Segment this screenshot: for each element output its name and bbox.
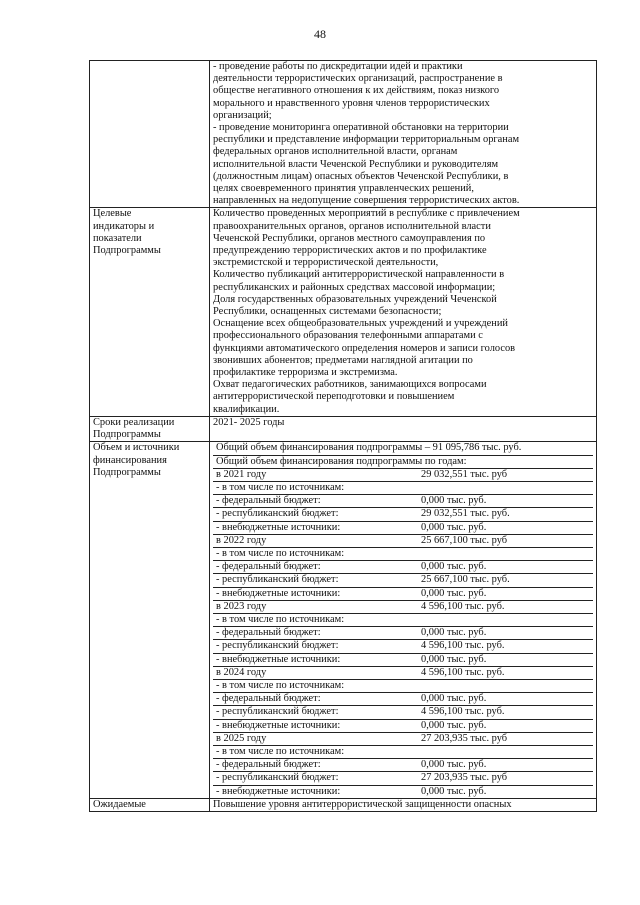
text-line: квалификации. bbox=[213, 403, 280, 415]
financing-entry-label: - республиканский бюджет: bbox=[213, 574, 421, 587]
financing-entry-label: - внебюджетные источники: bbox=[213, 587, 421, 600]
financing-entry-label: в 2024 году bbox=[213, 666, 421, 679]
financing-entries bbox=[213, 468, 593, 798]
financing-entry-amount bbox=[421, 547, 593, 560]
financing-entry-label: - республиканский бюджет: bbox=[213, 508, 421, 521]
terms-value: 2021- 2025 годы bbox=[210, 416, 597, 441]
financing-entry-row bbox=[213, 534, 593, 547]
financing-entry-label: - федеральный бюджет: bbox=[213, 627, 421, 640]
financing-entry-label: - внебюджетные источники: bbox=[213, 521, 421, 534]
financing-entry-label: - республиканский бюджет: bbox=[213, 772, 421, 785]
terms-label bbox=[90, 416, 210, 441]
financing-entry-amount: 27 203,935 тыс. руб bbox=[421, 732, 593, 745]
financing-entry-row bbox=[213, 495, 593, 508]
label-cell-empty bbox=[90, 61, 210, 208]
financing-entry-row bbox=[213, 521, 593, 534]
text-line: исполнительной власти Чеченской Республики и руководителям bbox=[213, 158, 499, 170]
text-line: деятельности террористических организаций, распространение в bbox=[213, 73, 503, 85]
financing-entry-row bbox=[213, 785, 593, 798]
financing-entry-row bbox=[213, 759, 593, 772]
financing-entry-amount: 0,000 тыс. руб. bbox=[421, 653, 593, 666]
financing-entry-amount: 4 596,100 тыс. руб. bbox=[421, 600, 593, 613]
text-line: (должностным лицам) опасных объектов Чеченской Республики, в bbox=[213, 170, 509, 182]
label-line: Подпрограммы bbox=[93, 429, 161, 441]
financing-entry-amount: 0,000 тыс. руб. bbox=[421, 587, 593, 600]
text-line: экстремистской и террористической деятельности, bbox=[213, 257, 439, 269]
financing-entry-row bbox=[213, 613, 593, 626]
financing-entry-amount: 0,000 тыс. руб. bbox=[421, 561, 593, 574]
row-financing bbox=[90, 442, 597, 798]
financing-entry-label: - внебюджетные источники: bbox=[213, 719, 421, 732]
text-line: профилактике терроризма и экстремизма. bbox=[213, 367, 398, 379]
financing-entry-row bbox=[213, 468, 593, 481]
text-line: организаций; bbox=[213, 109, 272, 121]
financing-entry-amount: 4 596,100 тыс. руб. bbox=[421, 706, 593, 719]
financing-entry-label: в 2023 году bbox=[213, 600, 421, 613]
financing-entry-amount: 0,000 тыс. руб. bbox=[421, 627, 593, 640]
financing-entry-row bbox=[213, 600, 593, 613]
financing-entry-amount: 0,000 тыс. руб. bbox=[421, 495, 593, 508]
financing-entry-row bbox=[213, 679, 593, 692]
financing-entry-amount: 0,000 тыс. руб. bbox=[421, 759, 593, 772]
financing-details bbox=[210, 442, 597, 798]
expected-value: Повышение уровня антитеррористической защищенности опасных bbox=[210, 798, 597, 811]
financing-entry-label: в 2021 году bbox=[213, 468, 421, 481]
financing-entry-label: - в том числе по источникам: bbox=[213, 745, 421, 758]
text-line: обществе негативного отношения к их действиям, показ низкого bbox=[213, 85, 500, 97]
financing-entry-label: в 2025 году bbox=[213, 732, 421, 745]
row-measures bbox=[90, 61, 597, 208]
financing-entry-row bbox=[213, 640, 593, 653]
financing-entry-amount: 4 596,100 тыс. руб. bbox=[421, 666, 593, 679]
financing-by-years-title: Общий объем финансирования подпрограммы по годам: bbox=[213, 455, 593, 468]
financing-entry-row bbox=[213, 732, 593, 745]
financing-entry-amount bbox=[421, 481, 593, 494]
financing-entry-label: - внебюджетные источники: bbox=[213, 653, 421, 666]
financing-entry-row bbox=[213, 706, 593, 719]
text-line: Чеченской Республики, органов местного самоуправления по bbox=[213, 232, 486, 244]
financing-entry-amount: 0,000 тыс. руб. bbox=[421, 719, 593, 732]
financing-entry-amount: 0,000 тыс. руб. bbox=[421, 693, 593, 706]
measures-text bbox=[210, 61, 597, 208]
label-line: индикаторы и bbox=[93, 220, 155, 232]
financing-entry-row bbox=[213, 561, 593, 574]
label-line: показатели bbox=[93, 232, 142, 244]
text-line: - проведение мониторинга оперативной обстановки на территории bbox=[213, 122, 509, 134]
financing-entry-row bbox=[213, 719, 593, 732]
financing-entry-label: - федеральный бюджет: bbox=[213, 561, 421, 574]
text-line: целях своевременного принятия управленческих решений, bbox=[213, 183, 474, 195]
financing-entry-amount: 0,000 тыс. руб. bbox=[421, 521, 593, 534]
text-line: правоохранительных органов, органов исполнительной власти bbox=[213, 220, 491, 232]
text-line: функциями автоматического определения номеров и записи голосов bbox=[213, 342, 516, 354]
label-line: Целевые bbox=[93, 208, 132, 220]
label-line: Подпрограммы bbox=[93, 466, 161, 478]
financing-entry-label: - федеральный бюджет: bbox=[213, 759, 421, 772]
financing-entry-label: - республиканский бюджет: bbox=[213, 706, 421, 719]
financing-total: Общий объем финансирования подпрограммы – 91 095,786 тыс. руб. bbox=[216, 442, 522, 454]
financing-entry-label: - федеральный бюджет: bbox=[213, 495, 421, 508]
text-line: направленных на недопущение совершения террористических актов. bbox=[213, 195, 520, 207]
text-line: республиканских и районных средствах массовой информации; bbox=[213, 281, 496, 293]
row-expected bbox=[90, 798, 597, 811]
financing-entry-amount bbox=[421, 679, 593, 692]
financing-entry-row bbox=[213, 653, 593, 666]
financing-entry-label: - в том числе по источникам: bbox=[213, 547, 421, 560]
row-indicators bbox=[90, 208, 597, 416]
financing-entry-label: - федеральный бюджет: bbox=[213, 693, 421, 706]
financing-entry-amount: 25 667,100 тыс. руб bbox=[421, 534, 593, 547]
financing-entry-amount: 29 032,551 тыс. руб. bbox=[421, 508, 593, 521]
financing-entry-amount: 4 596,100 тыс. руб. bbox=[421, 640, 593, 653]
financing-entry-label: - в том числе по источникам: bbox=[213, 613, 421, 626]
expected-label: Ожидаемые bbox=[90, 798, 210, 811]
financing-entry-amount bbox=[421, 745, 593, 758]
text-line: морального и нравственного уровня членов террористических bbox=[213, 97, 490, 109]
text-line: профессионального образования телефонными аппаратами с bbox=[213, 330, 483, 342]
label-line: Подпрограммы bbox=[93, 245, 161, 257]
financing-entry-row bbox=[213, 481, 593, 494]
financing-entry-row bbox=[213, 547, 593, 560]
financing-entry-row bbox=[213, 693, 593, 706]
financing-entry-label: в 2022 году bbox=[213, 534, 421, 547]
text-line: Доля государственных образовательных учреждений Чеченской bbox=[213, 293, 497, 305]
text-line: антитеррористической переподготовки и повышением bbox=[213, 391, 455, 403]
financing-table bbox=[213, 442, 593, 797]
text-line: Охват педагогических работников, занимающихся вопросами bbox=[213, 379, 487, 391]
financing-entry-amount: 29 032,551 тыс. руб bbox=[421, 468, 593, 481]
text-line: предупреждению террористических актов и по профилактике bbox=[213, 245, 487, 257]
text-line: звонивших абонентов; предметами наглядной агитации по bbox=[213, 354, 473, 366]
indicators-label bbox=[90, 208, 210, 416]
financing-entry-row bbox=[213, 508, 593, 521]
text-line: федеральных органов исполнительной власти, органам bbox=[213, 146, 458, 158]
financing-entry-label: - в том числе по источникам: bbox=[213, 481, 421, 494]
text-line: Количество проведенных мероприятий в республике с привлечением bbox=[213, 208, 520, 220]
text-line: Количество публикаций антитеррористической направленности в bbox=[213, 269, 505, 281]
text-line: Оснащение всех общеобразовательных учреждений и учреждений bbox=[213, 318, 508, 330]
financing-entry-label: - в том числе по источникам: bbox=[213, 679, 421, 692]
financing-entry-row bbox=[213, 666, 593, 679]
label-line: Сроки реализации bbox=[93, 416, 175, 428]
financing-entry-amount: 0,000 тыс. руб. bbox=[421, 785, 593, 798]
financing-entry-amount bbox=[421, 613, 593, 626]
financing-entry-row bbox=[213, 772, 593, 785]
row-terms bbox=[90, 416, 597, 441]
financing-entry-label: - республиканский бюджет: bbox=[213, 640, 421, 653]
financing-entry-row bbox=[213, 587, 593, 600]
text-line: - проведение работы по дискредитации идей и практики bbox=[213, 61, 463, 72]
text-line: Республики, оснащенных системами безопасности; bbox=[213, 306, 442, 318]
label-line: Объем и источники bbox=[93, 442, 180, 454]
financing-entry-row bbox=[213, 745, 593, 758]
financing-entry-row bbox=[213, 574, 593, 587]
program-table bbox=[89, 60, 597, 812]
label-line: финансирования bbox=[93, 454, 167, 466]
financing-entry-amount: 27 203,935 тыс. руб bbox=[421, 772, 593, 785]
financing-entry-row bbox=[213, 627, 593, 640]
indicators-text bbox=[210, 208, 597, 416]
financing-entry-amount: 25 667,100 тыс. руб. bbox=[421, 574, 593, 587]
financing-entry-label: - внебюджетные источники: bbox=[213, 785, 421, 798]
page-number: 48 bbox=[314, 27, 326, 41]
text-line: республики и представление информации территориальным органам bbox=[213, 134, 520, 146]
financing-label bbox=[90, 442, 210, 798]
